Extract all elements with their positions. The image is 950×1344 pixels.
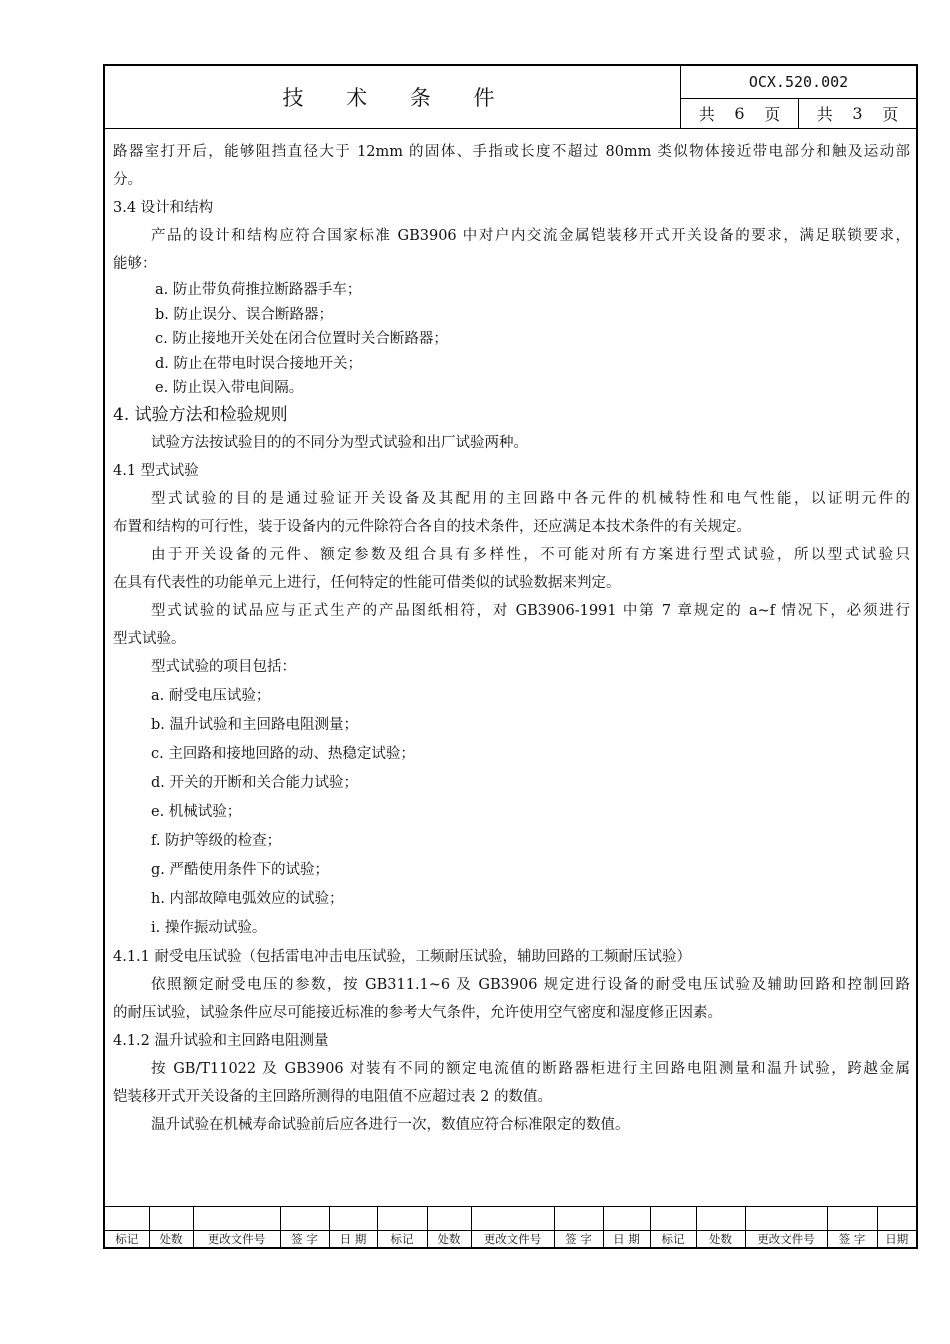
paragraph-line: 型式试验的目的是通过验证开关设备及其配用的主回路中各元件的机械特性和电气性能，以证明元件的 [151,490,910,507]
paragraph-line: 按 GB/T11022 及 GB3906 对装有不同的额定电流值的断路器柜进行主回路电阻测量和温升试验，跨越金属 [151,1060,910,1077]
list-item: a. 防止带负荷推拉断路器手车； [155,282,362,298]
text-line: 路器室打开后，能够阻挡直径大于 12mm 的固体、手指或长度不超过 80mm 类似物体接近带电部分和触及运动部 [113,144,910,160]
total-pages-cell [681,98,798,128]
label-date: 日 期 [329,1231,377,1249]
total-label: 共 [698,104,715,124]
blank-cell [603,1207,650,1231]
list-item: c. 防止接地开关处在闭合位置时关合断路器； [155,331,448,347]
blank-cell [471,1207,554,1231]
label-count: 处数 [149,1231,193,1249]
revision-blank-row [105,1207,916,1231]
current-page-cell [798,98,916,128]
section-heading-4-1-2: 4.1.2 温升试验和主回路电阻测量 [113,1032,329,1049]
paragraph-line: 铠装移开式开关设备的主回路所测得的电阻值不应超过表 2 的数值。 [113,1088,552,1105]
blank-cell [745,1207,827,1231]
list-item: b. 防止误分、误合断路器； [155,306,333,323]
label-mark: 标记 [115,1232,139,1246]
page-info [681,98,916,128]
label-count: 处数 [427,1231,471,1249]
paragraph-line: 在具有代表性的功能单元上进行，任何特定的性能可借类似的试验数据来判定。 [113,574,621,591]
label-mark: 标记 [377,1231,427,1249]
paragraph-line: 温升试验在机械寿命试验前后应各进行一次，数值应符合标准限定的数值。 [151,1116,630,1133]
blank-cell [650,1207,696,1231]
list-item: a. 耐受电压试验； [151,687,271,704]
revision-table [105,1206,916,1247]
title-block [105,66,916,129]
revision-label-row [105,1231,916,1249]
page-unit: 页 [764,104,781,124]
document-frame [103,64,918,1249]
body-text [113,138,910,1139]
blank-cell [877,1207,916,1231]
section-heading-4-1: 4.1 型式试验 [113,462,199,479]
paragraph-line: 产品的设计和结构应符合国家标准 GB3906 中对户内交流金属铠装移开式开关设备的要求，满足联锁要求， [151,228,910,244]
document-code: OCX.520.002 [681,66,916,99]
label-change-doc: 更改文件号 [745,1231,827,1249]
paragraph-line: 型式试验的项目包括： [151,658,296,675]
blank-cell [427,1207,471,1231]
label-date: 日 期 [603,1231,650,1249]
list-item: h. 内部故障电弧效应的试验； [151,890,344,907]
list-item: f. 防护等级的检查； [151,832,282,849]
label-date: 日期 [877,1231,916,1249]
section-heading-4: 4. 试验方法和检验规则 [113,404,288,425]
label-sign: 签 字 [554,1231,603,1249]
paragraph-line: 型式试验。 [113,630,186,647]
label-mark: 标记 [650,1231,696,1249]
blank-cell [827,1207,877,1231]
list-item: e. 机械试验； [151,803,242,820]
paragraph-line: 由于开关设备的元件、额定参数及组合具有多样性，不可能对所有方案进行型式试验，所以型式试验只 [151,546,910,563]
blank-cell [554,1207,603,1231]
label-sign: 签 字 [280,1231,329,1249]
paragraph-line: 布置和结构的可行性，装于设备内的元件除符合各自的技术条件，还应满足本技术条件的有关规定。 [113,518,751,535]
page-unit-2: 页 [882,104,899,124]
blank-cell [377,1207,427,1231]
list-item: e. 防止误入带电间隔。 [155,380,304,396]
label-sign: 签 字 [827,1231,877,1249]
list-item: d. 开关的开断和关合能力试验； [151,774,358,791]
blank-cell [149,1207,193,1231]
paragraph-line: 型式试验的试品应与正式生产的产品图纸相符，对 GB3906-1991 中第 7 章规定的 a~f 情况下，必须进行 [151,602,910,619]
blank-cell [329,1207,377,1231]
document-title: 技 术 条 件 [282,86,513,110]
paragraph-line: 的耐压试验，试验条件应尽可能接近标准的参考大气条件，允许使用空气密度和湿度修正因素。 [113,1004,722,1021]
blank-cell [193,1207,280,1231]
label-count: 处数 [696,1231,745,1249]
blank-cell [280,1207,329,1231]
paragraph-line: 依照额定耐受电压的参数，按 GB311.1~6 及 GB3906 规定进行设备的耐受电压试验及辅助回路和控制回路 [151,976,910,993]
page-label: 共 [816,104,833,124]
paragraph-line: 能够： [113,256,157,272]
list-item: g. 严酷使用条件下的试验； [151,861,329,878]
label-change-doc: 更改文件号 [471,1231,554,1249]
section-heading-4-1-1: 4.1.1 耐受电压试验（包括雷电冲击电压试验，工频耐压试验，辅助回路的工频耐压试验） [113,948,691,965]
list-item: b. 温升试验和主回路电阻测量； [151,716,358,733]
list-item: c. 主回路和接地回路的动、热稳定试验； [151,745,415,762]
blank-cell [696,1207,745,1231]
doc-info [680,66,916,128]
section-heading-3-4: 3.4 设计和结构 [113,200,214,216]
list-item: d. 防止在带电时误合接地开关； [155,355,362,372]
blank-cell [105,1207,149,1231]
list-item: i. 操作振动试验。 [151,919,267,936]
label-change-doc: 更改文件号 [193,1231,280,1249]
paragraph-line: 试验方法按试验目的的不同分为型式试验和出厂试验两种。 [151,434,528,451]
total-pages: 6 [734,103,745,123]
text-line: 分。 [113,172,142,188]
page-number: 3 [852,103,863,123]
